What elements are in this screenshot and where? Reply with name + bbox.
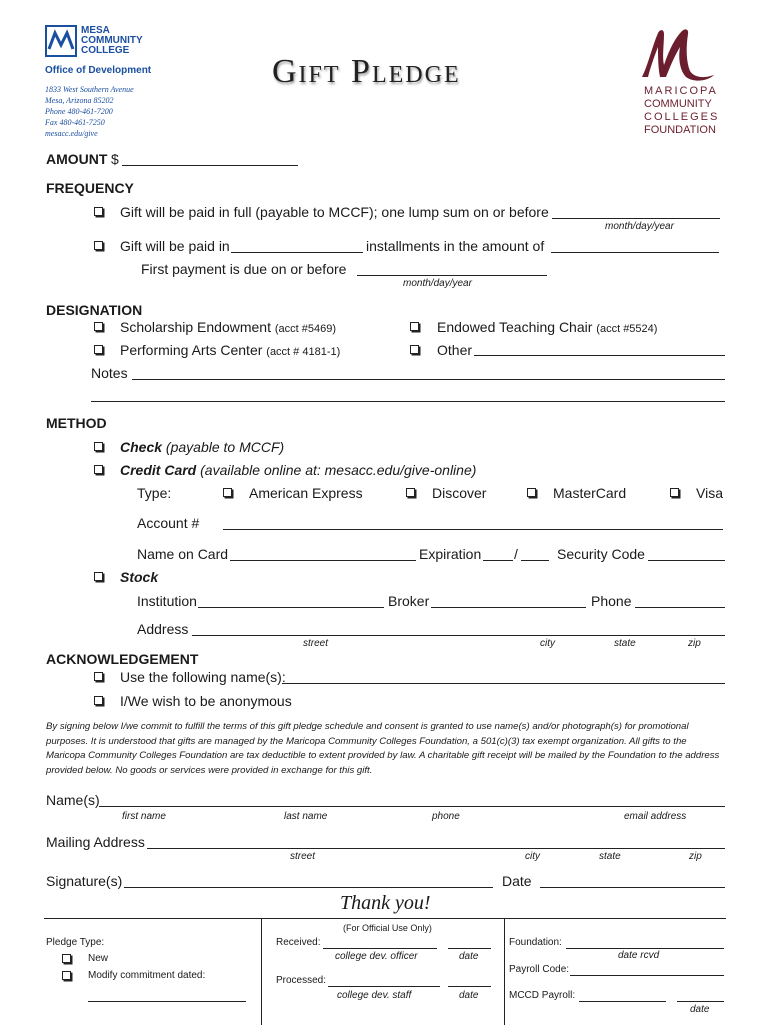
mail-hint-zip: zip (689, 851, 702, 862)
new-pledge-checkbox[interactable] (62, 954, 71, 963)
signature-label: Signature(s) (46, 873, 123, 889)
installments-count-field[interactable] (231, 252, 363, 253)
logo-line-1: MESA (81, 25, 110, 36)
institution-field[interactable] (198, 607, 384, 608)
date-hint: month/day/year (403, 278, 472, 289)
discover-checkbox[interactable] (406, 488, 415, 497)
mccd-payroll-label: MCCD Payroll: (509, 990, 576, 1001)
name-hint-phone: phone (432, 811, 460, 822)
modify-pledge-checkbox[interactable] (62, 971, 71, 980)
stock-address-field[interactable] (192, 635, 725, 636)
stock-address-label: Address (137, 621, 189, 637)
use-names-label: Use the following name(s): (120, 669, 286, 685)
exp-separator: / (514, 546, 518, 562)
security-code-label: Security Code (557, 546, 645, 562)
stock-phone-field[interactable] (635, 607, 725, 608)
exp-year-field[interactable] (521, 560, 549, 561)
teaching-chair-label: Endowed Teaching Chair (acct #5524) (437, 319, 658, 335)
disclaimer-text: By signing below I/we commit to fulfill the terms of this gift pledge schedule and consent is granted to use name(s) and/or photograph(s) for promotional purposes. It is understood that gifts are managed by the Maricopa Community Colleges Foundation, a 501(c)(3) tax exempt organization. All gifts to the Maricopa Community Colleges Foundation are tax deductible to extent provided by law. A charitable gift receipt will be mailed by the Foundation to the address provided below. No goods or services were provided in exchange for this gift. (46, 721, 720, 776)
stock-phone-label: Phone (591, 593, 632, 609)
amount-label: AMOUNT (46, 151, 108, 167)
processed-date-field[interactable] (448, 986, 491, 987)
payroll-code-label: Payroll Code: (509, 964, 570, 975)
addr-hint-street: street (303, 638, 329, 649)
foundation-label: Foundation: (509, 937, 562, 948)
name-on-card-field[interactable] (230, 560, 416, 561)
first-payment-label: First payment is due on or before (141, 261, 347, 277)
paid-in-full-checkbox[interactable] (94, 207, 103, 216)
date-label: Date (502, 873, 532, 889)
installments-label-b: installments in the amount of (366, 238, 545, 254)
use-names-checkbox[interactable] (94, 672, 103, 681)
received-officer-hint: college dev. officer (335, 951, 418, 962)
mccf-logo (636, 25, 726, 140)
ack-label: ACKNOWLEDGEMENT (46, 651, 199, 667)
installments-amount-field[interactable] (551, 252, 719, 253)
credit-card-label: Credit Card (available online at: mesacc.edu/give-online) (120, 462, 477, 478)
received-label: Received: (276, 937, 321, 948)
frequency-label: FREQUENCY (46, 180, 134, 196)
received-date-hint: date (459, 951, 479, 962)
teaching-chair-checkbox[interactable] (410, 322, 419, 331)
installments-checkbox[interactable] (94, 241, 103, 250)
stock-checkbox[interactable] (94, 572, 103, 581)
notes-field[interactable] (132, 379, 725, 380)
addr-hint-city: city (540, 638, 555, 649)
mccd-payroll-field[interactable] (579, 1001, 666, 1002)
date-hint: month/day/year (605, 221, 674, 232)
security-code-field[interactable] (648, 560, 725, 561)
office-label: Office of Development (45, 65, 152, 76)
name-hint-email: email address (624, 811, 687, 822)
mailing-label: Mailing Address (46, 834, 145, 850)
check-checkbox[interactable] (94, 442, 103, 451)
logo-line-3: COLLEGE (81, 45, 130, 56)
card-type-label: Type: (137, 485, 172, 501)
foundation-field[interactable] (566, 948, 724, 949)
other-field[interactable] (474, 355, 725, 356)
names-label: Name(s) (46, 792, 100, 808)
amount-currency: $ (111, 151, 119, 167)
address-line: Phone 480-461-7200 (45, 107, 113, 116)
stock-label: Stock (120, 569, 159, 585)
new-pledge-label: New (88, 953, 109, 964)
maricopa-m-logo-icon (638, 25, 720, 83)
check-label: Check (payable to MCCF) (120, 439, 285, 455)
received-officer-field[interactable] (323, 948, 437, 949)
foundation-line: MARICOPA (644, 85, 718, 97)
signature-field[interactable] (124, 887, 493, 888)
discover-label: Discover (432, 485, 487, 501)
mccd-payroll-date-field[interactable] (677, 1001, 724, 1002)
address-line: Fax 480-461-7250 (45, 118, 105, 127)
addr-hint-zip: zip (688, 638, 701, 649)
mail-hint-state: state (599, 851, 621, 862)
mesa-logo-mark-icon (45, 25, 77, 57)
expiration-label: Expiration (419, 546, 482, 562)
modify-date-field[interactable] (88, 1001, 246, 1002)
table-divider (504, 919, 505, 1025)
exp-month-field[interactable] (483, 560, 513, 561)
account-field[interactable] (223, 529, 723, 530)
table-divider (261, 919, 262, 1025)
scholarship-checkbox[interactable] (94, 322, 103, 331)
amount-field[interactable] (122, 165, 298, 166)
other-checkbox[interactable] (410, 345, 419, 354)
notes-field-line2[interactable] (91, 401, 725, 402)
paid-in-full-label: Gift will be paid in full (payable to MCCF); one lump sum on or before (120, 204, 549, 220)
institution-label: Institution (137, 593, 197, 609)
credit-card-checkbox[interactable] (94, 465, 103, 474)
foundation-line: FOUNDATION (644, 124, 716, 136)
address-line: mesacc.edu/give (45, 129, 98, 138)
visa-label: Visa (696, 485, 723, 501)
foundation-hint: date rcvd (618, 950, 660, 961)
use-names-field[interactable] (282, 683, 725, 684)
names-field[interactable] (99, 806, 725, 807)
processed-date-hint: date (459, 990, 479, 1001)
name-hint-first: first name (122, 811, 166, 822)
mail-hint-street: street (290, 851, 316, 862)
broker-field[interactable] (431, 607, 586, 608)
name-on-card-label: Name on Card (137, 546, 229, 562)
other-label: Other (437, 342, 473, 358)
processed-label: Processed: (276, 975, 327, 986)
address-line: 1833 West Southern Avenue (45, 85, 134, 94)
mccd-payroll-date-hint: date (690, 1004, 710, 1015)
performing-arts-checkbox[interactable] (94, 345, 103, 354)
anonymous-label: I/We wish to be anonymous (120, 693, 292, 709)
mail-hint-city: city (525, 851, 540, 862)
method-label: METHOD (46, 415, 107, 431)
pledge-type-label: Pledge Type: (46, 937, 105, 948)
installments-label-a: Gift will be paid in (120, 238, 230, 254)
account-label: Account # (137, 515, 200, 531)
modify-pledge-label: Modify commitment dated: (88, 970, 206, 981)
mastercard-checkbox[interactable] (527, 488, 536, 497)
amex-checkbox[interactable] (223, 488, 232, 497)
date-field[interactable] (540, 887, 725, 888)
amex-label: American Express (249, 485, 363, 501)
processed-staff-hint: college dev. staff (337, 990, 412, 1001)
foundation-line: COMMUNITY (644, 98, 712, 110)
mastercard-label: MasterCard (553, 485, 627, 501)
addr-hint-state: state (614, 638, 636, 649)
broker-label: Broker (388, 593, 430, 609)
foundation-line: COLLEGES (644, 111, 720, 123)
page-title: Gift Pledge (272, 53, 461, 90)
designation-label: DESIGNATION (46, 302, 143, 318)
visa-checkbox[interactable] (670, 488, 679, 497)
logo-line-2: COMMUNITY (81, 35, 143, 46)
anonymous-checkbox[interactable] (94, 696, 103, 705)
name-hint-last: last name (284, 811, 328, 822)
payroll-code-field[interactable] (570, 975, 724, 976)
official-caption: (For Official Use Only) (343, 923, 432, 933)
mesa-logo (45, 25, 155, 77)
mailing-field[interactable] (147, 848, 725, 849)
performing-arts-label: Performing Arts Center (acct # 4181-1) (120, 342, 341, 358)
received-date-field[interactable] (448, 948, 491, 949)
scholarship-label: Scholarship Endowment (acct #5469) (120, 319, 337, 335)
address-line: Mesa, Arizona 85202 (45, 96, 114, 105)
thank-you-text: Thank you! (340, 892, 431, 914)
notes-label: Notes (91, 365, 128, 381)
processed-staff-field[interactable] (328, 986, 440, 987)
